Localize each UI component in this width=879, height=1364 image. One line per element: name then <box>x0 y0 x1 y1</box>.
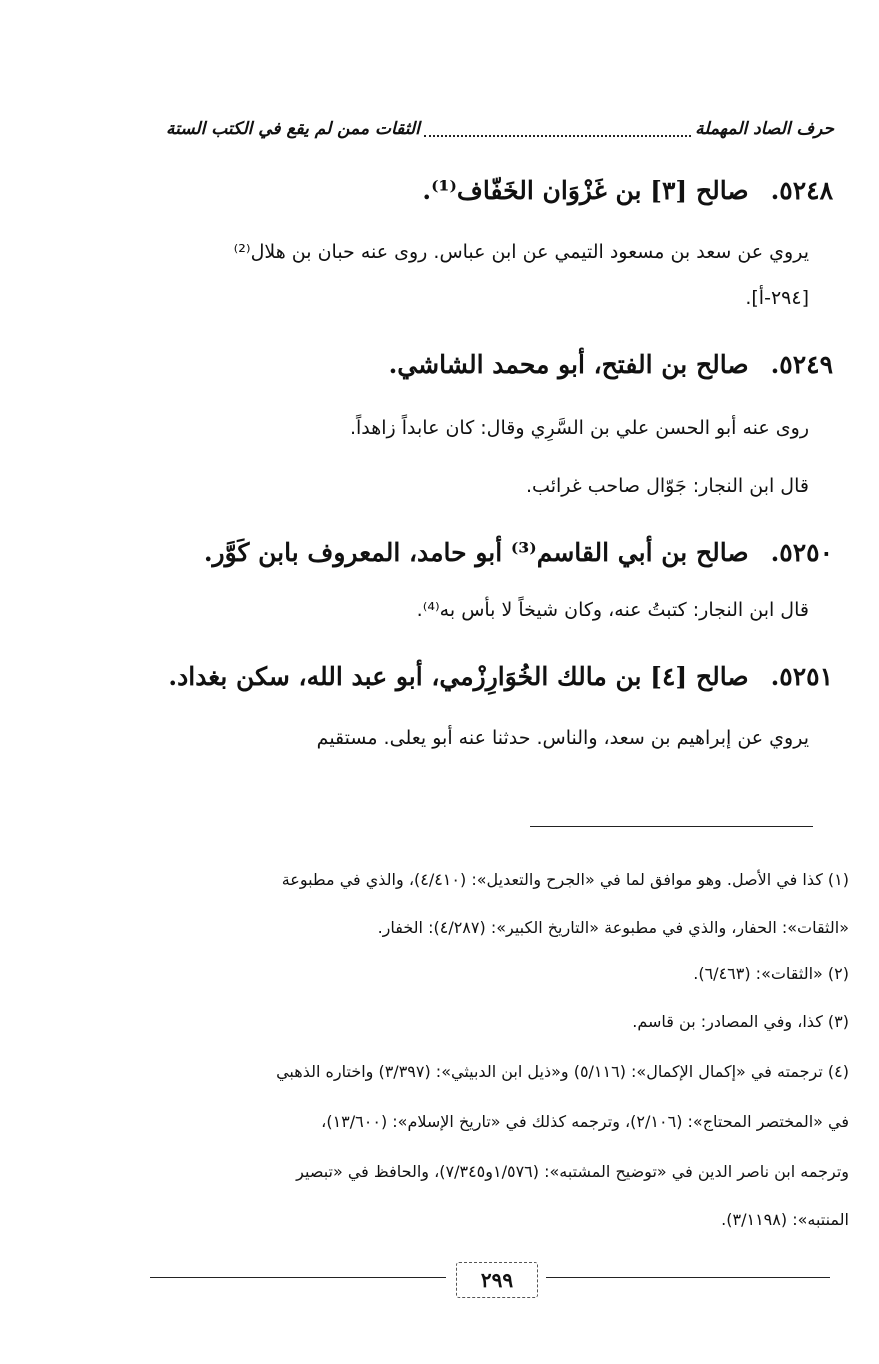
entry-text-line: قال ابن النجار: كتبتُ عنه، وكان شيخاً لا بأس به⁽⁴⁾. <box>416 599 809 621</box>
footnote-line: (٢) «الثقات»: (٦/٤٦٣). <box>693 964 849 983</box>
chapter-name: حرف الصاد المهملة <box>695 119 834 139</box>
entry-heading <box>133 340 833 390</box>
entry-name: صالح بن الفتح، أبو محمد الشاشي. <box>388 350 749 379</box>
entry-heading <box>133 652 833 702</box>
footnote-line: (٤) ترجمته في «إكمال الإكمال»: (٥/١١٦) و«ذيل ابن الدبيثي»: (٣/٣٩٧) واختاره الذهبي <box>276 1062 849 1081</box>
running-header <box>166 112 834 146</box>
footnote-separator <box>530 826 813 827</box>
footer-rule-right <box>546 1277 830 1278</box>
header-dot-leader <box>424 121 691 137</box>
entry-number: ٥٢٤٩. <box>770 350 833 379</box>
entry-name: صالح [٤] بن مالك الخُوَارِزْمي، أبو عبد الله، سكن بغداد. <box>168 662 749 691</box>
entry-text-line: يروي عن إبراهيم بن سعد، والناس. حدثنا عنه أبو يعلى. مستقيم <box>316 727 809 749</box>
footer-rule-left <box>150 1277 446 1278</box>
entry-text-line: يروي عن سعد بن مسعود التيمي عن ابن عباس. روى عنه حبان بن هلال⁽²⁾ <box>233 241 809 263</box>
entry-text-line: قال ابن النجار: جَوّال صاحب غرائب. <box>526 475 809 497</box>
footnote-line: «الثقات»: الحفار، والذي في مطبوعة «التاريخ الكبير»: (٤/٢٨٧): الخفار. <box>377 918 849 937</box>
entry-heading <box>133 166 833 216</box>
entry-text-line: روى عنه أبو الحسن علي بن السَّرِي وقال: كان عابداً زاهداً. <box>349 417 809 439</box>
footnote-line: (١) كذا في الأصل. وهو موافق لما في «الجرح والتعديل»: (٤/٤١٠)، والذي في مطبوعة <box>281 870 849 889</box>
entry-number: ٥٢٤٨. <box>770 176 833 205</box>
footnote-line: (٣) كذا، وفي المصادر: بن قاسم. <box>632 1012 849 1031</box>
footnote-line: وترجمه ابن ناصر الدين في «توضيح المشتبه»: (١/٥٧٦و٧/٣٤٥)، والحافظ في «تبصير <box>296 1162 849 1181</box>
footnote-line: في «المختصر المحتاج»: (٢/١٠٦)، وترجمه كذلك في «تاريخ الإسلام»: (١٣/٦٠٠)، <box>321 1112 849 1131</box>
footnote-line: المنتبه»: (٣/١١٩٨). <box>721 1210 849 1229</box>
entry-number: ٥٢٥١. <box>770 662 833 691</box>
entry-name: صالح [٣] بن غَزْوَان الخَفّاف⁽¹⁾. <box>422 176 749 205</box>
entry-text-line: [٢٩٤-أ]. <box>745 287 809 309</box>
entry-number: ٥٢٥٠. <box>770 538 833 567</box>
entry-heading <box>133 528 833 578</box>
entry-name: صالح بن أبي القاسم⁽³⁾ أبو حامد، المعروف بابن كَوَّر. <box>203 538 749 567</box>
book-title: الثقات ممن لم يقع في الكتب الستة <box>166 119 420 139</box>
page-number: ٢٩٩ <box>456 1262 538 1298</box>
